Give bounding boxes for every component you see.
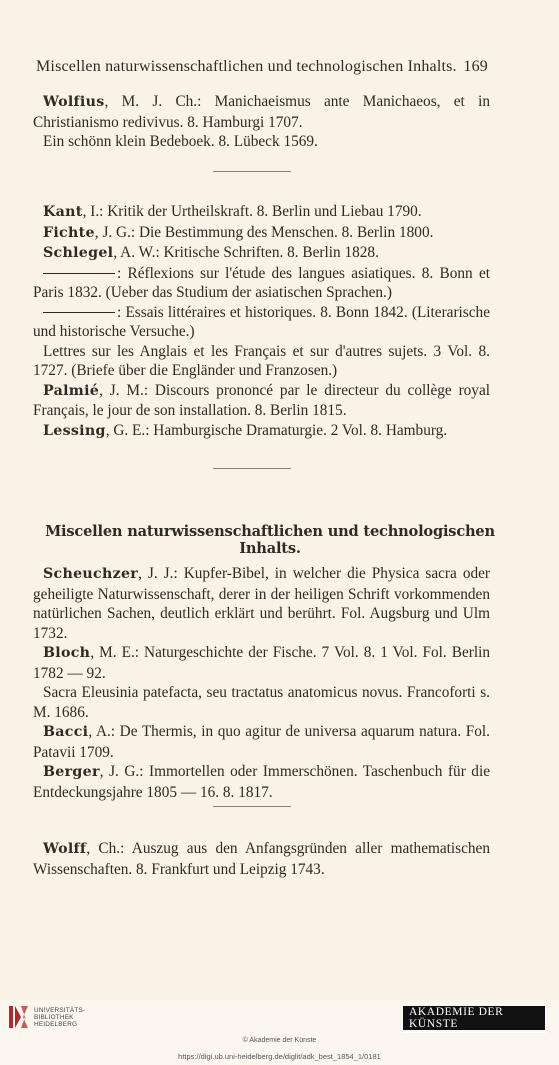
bibliography-entry (33, 683, 490, 722)
bibliography-entry (33, 381, 490, 421)
entry-text: , Ch.: Auszug aus den Anfangsgründen aller mathematischen Wissenschaften. 8. Frankfurt und Leipzig 1743. (33, 840, 490, 878)
author-name: Wolff (43, 841, 87, 857)
entry-text: , J. M.: Discours prononcé par le directeur du collège royal Français, le jour de son installation. 8. Berlin 1815. (33, 381, 490, 419)
library-name-line3: HEIDELBERG (34, 1020, 78, 1028)
author-name: Wolfius (43, 94, 105, 110)
library-name-line1: UNIVERSITÄTS- (34, 1006, 86, 1014)
author-name: Kant (43, 204, 83, 220)
bibliography-entry (33, 223, 490, 244)
bibliography-entry (33, 722, 490, 762)
entry-text: , J. G.: Immortellen oder Immerschönen. Taschenbuch für die Entdeckungsjahre 1805 — 16. 8. 1817. (33, 763, 490, 801)
entry-block-3 (33, 564, 490, 802)
entry-text: : Réflexions sur l'étude des langues asiatiques. 8. Bonn et Paris 1832. (Ueber das Studium der asiatischen Sprachen.) (33, 264, 490, 301)
library-name-line2: BIBLIOTHEK (34, 1013, 74, 1021)
separator-rule (213, 171, 291, 172)
bibliography-entry (33, 264, 490, 303)
ditto-dash (43, 312, 115, 313)
entry-text: : Essais littéraires et historiques. 8. Bonn 1842. (Literarische und historische Versuche.) (33, 303, 490, 340)
entry-text: Ein schönn klein Bedeboek. 8. Lübeck 1569. (43, 133, 318, 150)
author-name: Palmié (43, 382, 100, 399)
entry-text: , I.: Kritik der Urtheilskraft. 8. Berlin und Liebau 1790. (82, 203, 422, 220)
permalink[interactable]: https://digi.ub.uni-heidelberg.de/diglit/adk_best_1854_1/0181 (178, 1052, 381, 1061)
library-emblem-icon (8, 1003, 30, 1031)
author-name: Lessing (43, 422, 106, 439)
entry-text: , M. E.: Naturgeschichte der Fische. 7 Vol. 8. 1 Vol. Fol. Berlin 1782 — 92. (33, 644, 490, 682)
ditto-dash (43, 273, 115, 274)
entry-block-4 (33, 839, 490, 879)
bibliography-entry (33, 762, 490, 802)
author-name: Bacci (43, 724, 89, 740)
bibliography-entry (33, 202, 490, 223)
page-number: 169 (463, 58, 488, 75)
author-name: Bloch (43, 645, 91, 661)
author-name: Berger (43, 764, 100, 780)
akademie-logo-label: AKADEMIE DER KÜNSTE (402, 1003, 546, 1033)
author-name: Scheuchzer (43, 566, 139, 582)
separator-rule (213, 806, 291, 807)
entry-block-2 (33, 202, 490, 441)
entry-text: , J. G.: Die Bestimmung des Menschen. 8. Berlin 1800. (94, 223, 434, 241)
bibliography-entry (33, 303, 490, 342)
section-heading: Miscellen naturwissenschaftlichen und technologischen Inhalts. (45, 523, 495, 557)
entry-block-1 (33, 92, 490, 152)
bibliography-entry (33, 92, 490, 132)
separator-rule (213, 468, 291, 469)
entry-text: , A.: De Thermis, in quo agitur de universa aquarum natura. Fol. Patavii 1709. (33, 723, 490, 761)
entry-text: , M. J. Ch.: Manichaeismus ante Manichaeos, et in Christianismo redivivus. 8. Hamburgi 1707. (33, 93, 490, 131)
library-logo[interactable] (8, 1003, 85, 1031)
bibliography-entry (33, 643, 490, 683)
entry-text: Lettres sur les Anglais et les Français et sur d'autres sujets. 3 Vol. 8. 1727. (Briefe über die Engländer und Franzosen.) (33, 342, 490, 379)
bibliography-entry (33, 421, 490, 442)
running-head (36, 58, 488, 76)
bibliography-entry (33, 564, 490, 643)
author-name: Schlegel (43, 245, 114, 261)
bibliography-entry (33, 839, 490, 879)
copyright-notice: © Akademie der Künste (242, 1037, 317, 1044)
running-head-title: Miscellen naturwissenschaftlichen und technologischen Inhalts. (36, 58, 457, 75)
entry-text: , J. J.: Kupfer-Bibel, in welcher die Physica sacra oder geheiligte Naturwissenschaft, derer in der heiligen Schrift vorkommenden natürlichen Sachen, deutlich erklärt und berührt. Fol. Augsburg und Ulm 1732. (33, 565, 490, 642)
bibliography-entry (33, 132, 490, 152)
entry-text: , G. E.: Hamburgische Dramaturgie. 2 Vol. 8. Hamburg. (105, 421, 448, 439)
akademie-logo[interactable] (402, 1006, 546, 1030)
entry-text: Sacra Eleusinia patefacta, seu tractatus anatomicus novus. Francoforti s. M. 1686. (33, 684, 490, 721)
author-name: Fichte (43, 224, 95, 241)
entry-text: , A. W.: Kritische Schriften. 8. Berlin 1828. (113, 244, 379, 261)
bibliography-entry (33, 243, 490, 264)
bibliography-entry (33, 342, 490, 381)
